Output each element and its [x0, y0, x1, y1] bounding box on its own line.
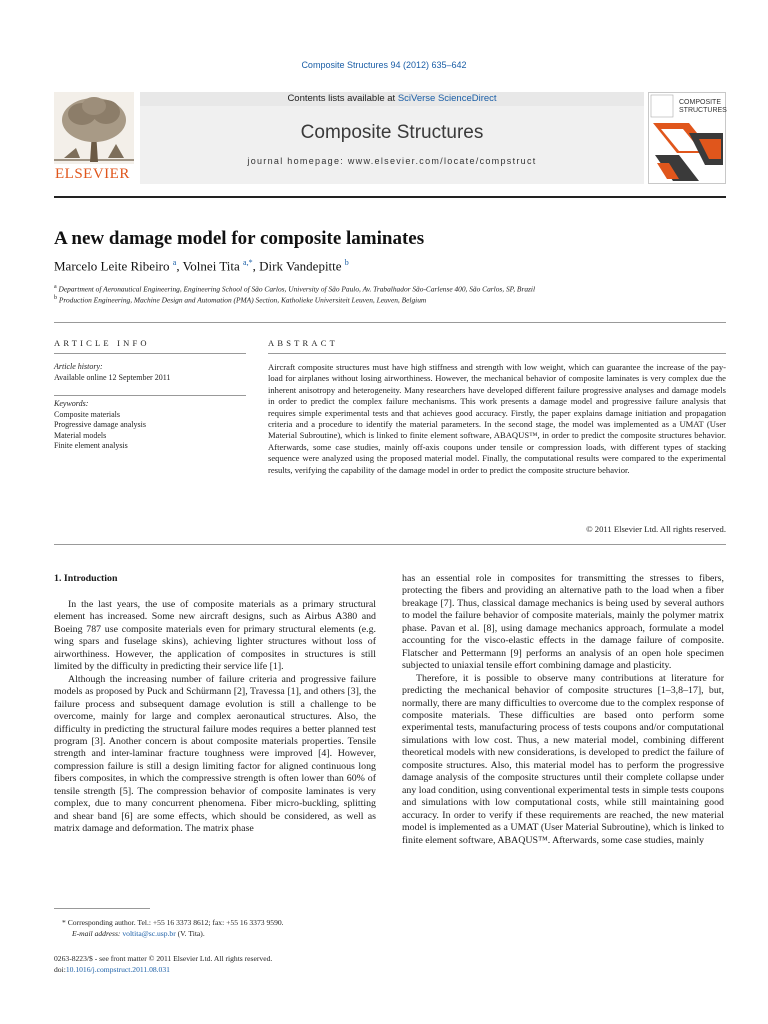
affiliation-a-text: Department of Aeronautical Engineering, Engineering School of São Carlos, University of São Paulo, Av. Trabalhador São-Carlense 400, São Carlos, SP, Brazil: [58, 284, 536, 294]
author-list: Marcelo Leite Ribeiro $^a$, Volnei Tita $^{a,*}$, Dirk Vandepitte $^b$: [54, 258, 349, 274]
abstract-label: ABSTRACT: [268, 338, 338, 348]
author-name[interactable]: Volnei Tita: [182, 258, 240, 274]
article-history-heading: Article history:: [54, 362, 103, 371]
keyword-item: Material models: [54, 430, 107, 440]
abstract-text: Aircraft composite structures must have high stiffness and strength with low weight, which can guarantee the increase of the pay-load for airplanes without losing airworthiness. However, the mechanical behavior of composite laminates is very complex due the inherent anisotropy and heterogeneity. Many researchers have developed different failure progressive analyses and damage models in order to predict the complex failure mechanisms. This work presents a damage model and progressive failure analysis that requires simple experimental tests and that achieves good accuracy. Firstly, the paper explains damage initiation and propagation criteria and a procedure to identify the material parameters. In the second stage, the model was implemented as a UMAT (User Material Subroutine), which is linked to finite element software, ABAQUS™, in order to predict the composite structures behavior. Afterwards, some case studies, mainly off-axis coupons under tensile or compression loads, with different types of stacking sequence were analyzed using the proposed material model. Finally, the computational results were compared to the experimental results, verifying the capability of the damage model in order to predict the composite structure behavior.: [268, 362, 726, 475]
affiliation-marker[interactable]: a: [172, 258, 177, 267]
copyright-notice: © 2011 Elsevier Ltd. All rights reserved.: [586, 524, 726, 534]
cover-title-line-1: COMPOSITE: [679, 99, 722, 106]
masthead-rule: [54, 196, 726, 198]
keyword-item: Finite element analysis: [54, 441, 128, 451]
body-paragraph: has an essential role in composites for transmitting the stresses to fibers, protecting the fibers and providing an alternative path to the load when a fiber breakage [7]. Thus, classical damage mechanics is being used by several authors to model the failure behavior of composite materials, mainly the polymer matrix phase. Pavan et al. [8], using damage mechanics approach, formulate a model accounting for the visco-elastic effects in the damage failure of composite. Flatscher and Pettermann [9] performs an analysis of an open hole specimen subjected to uniaxial tensile effort combining damage and plasticity.: [402, 573, 724, 672]
article-info-rule: [54, 353, 246, 354]
affiliation-a: [54, 284, 535, 293]
keywords-block: [54, 399, 244, 452]
body-column-left: [54, 599, 376, 836]
keyword-item: Composite materials: [54, 409, 120, 419]
article-history-date: Available online 12 September 2011: [54, 372, 171, 382]
journal-cover-thumbnail: [648, 92, 726, 184]
keyword-item: Progressive damage analysis: [54, 420, 146, 430]
elsevier-tree-logo: [54, 92, 134, 184]
journal-title: Composite Structures: [300, 122, 484, 143]
sciencedirect-link[interactable]: SciVerse ScienceDirect: [397, 93, 497, 104]
author-name[interactable]: Marcelo Leite Ribeiro: [54, 258, 170, 274]
masthead-center: [140, 92, 644, 184]
issn-line: 0263-8223/$ - see front matter © 2011 Elsevier Ltd. All rights reserved.: [54, 954, 273, 963]
article-title: A new damage model for composite laminates: [54, 228, 425, 249]
journal-title-block: [140, 106, 644, 168]
corresponding-author-footnote: [62, 918, 392, 939]
doi-label: doi:: [54, 964, 66, 974]
body-paragraph: Although the increasing number of failure criteria and progressive failure models as proposed by Puck and Schürmann [2], Travessa [1], and others [3], the failure process and subsequent damage evolution is still a challenge to be overcome, mainly for large and complex aeronautical structures. Also, the difficulty in predicting the structural failure modes requires a better planned test program [3]. Another concern is about composite materials properties. Tensile strength and inter-laminar fracture toughness were improved [4]. However, compression failure is still a design limiting factor for aligned continuous long fibers composites, in which the compressive strength is often lower than 60% of tensile strength [5]. The compression behavior of composite laminates is very complex, due to many concurrent phenomena. Fiber micro-buckling, splitting and shear band [6] are some effects, which should be considered, as well as matrix damage and deformation. The matrix phase: [54, 673, 376, 835]
elsevier-wordmark: ELSEVIER: [55, 166, 130, 182]
footnote-rule: [54, 908, 150, 909]
affiliation-marker[interactable]: b: [344, 258, 349, 267]
affiliation-b: [54, 295, 426, 304]
journal-citation[interactable]: Composite Structures 94 (2012) 635–642: [301, 60, 467, 70]
body-paragraph: Therefore, it is possible to observe many contributions at literature for predicting the mechanical behavior of composite structures [1–3,8–17], but, normally, there are many difficulties to overcome due to the complex response of composite materials. These difficulties are based onto perform some experimental tests, manufacturing process of tests coupons and/or computational simulations with low cost. Thus, a new material model, combining different theoretical models with new considerations, is developed to predict the failure of composite structures. Also, this material model has to perform the progressive damage analysis of the composite structures until their complete collapse under any load condition, using conventional experimental tests in simple tests coupons and simulations with low computational costs, while still maintaining good accuracy. In order to verify if these requirements are reached, the new material model is implemented as a UMAT (User Material Subroutine), which is linked to finite element software, ABAQUS™. Afterwards, some case studies, mainly: [402, 672, 724, 846]
cover-title-line-2: STRUCTURES: [679, 107, 727, 114]
author-email-link[interactable]: voltita@sc.usp.br: [122, 928, 176, 938]
affiliation-b-marker: b: [54, 295, 57, 301]
footnote-contact: * Corresponding author. Tel.: +55 16 3373 8612; fax: +55 16 3373 9590.: [62, 918, 284, 927]
article-info-label: ARTICLE INFO: [54, 338, 150, 348]
footnote-email-line: [62, 929, 392, 940]
journal-homepage[interactable]: journal homepage: www.elsevier.com/locate/compstruct: [247, 156, 537, 166]
section-heading: 1. Introduction: [54, 573, 118, 584]
author-name[interactable]: Dirk Vandepitte: [259, 258, 342, 274]
affiliation-b-text: Production Engineering, Machine Design and Automation (PMA) Section, Katholieke Universiteit Leuven, Leuven, Belgium: [58, 295, 427, 305]
doi-line: [54, 965, 272, 976]
email-suffix: (V. Tita).: [175, 928, 205, 938]
abstract-rule: [268, 353, 726, 354]
affiliation-a-marker: a: [54, 284, 57, 290]
doi-link[interactable]: 10.1016/j.compstruct.2011.08.031: [65, 964, 170, 974]
journal-masthead: [54, 92, 726, 184]
body-column-right: [402, 573, 724, 847]
contents-line: [140, 92, 644, 106]
keywords-rule: [54, 395, 246, 396]
keywords-heading: Keywords:: [54, 399, 89, 408]
affiliation-marker[interactable]: a,*: [243, 258, 253, 267]
front-matter-note: [54, 954, 272, 975]
body-paragraph: In the last years, the use of composite materials as a primary structural element has increased. Some new aircraft designs, such as Airbus A380 and Boeing 787 use composite materials even for primary structural elements (e.g. wing spars and fuselage skins), achieving lighter structures without loss of airworthiness. However, the application of composites in structures is still limited by the difficulty in predicting their service life [1].: [54, 599, 376, 673]
email-label: E-mail address:: [72, 928, 123, 938]
article-history: [54, 362, 244, 383]
masthead-band-bottom: [140, 168, 644, 184]
contents-prefix: Contents lists available at: [287, 93, 398, 104]
cover-title: [679, 99, 727, 115]
abstract-divider: [54, 544, 726, 545]
header-divider: [54, 322, 726, 323]
